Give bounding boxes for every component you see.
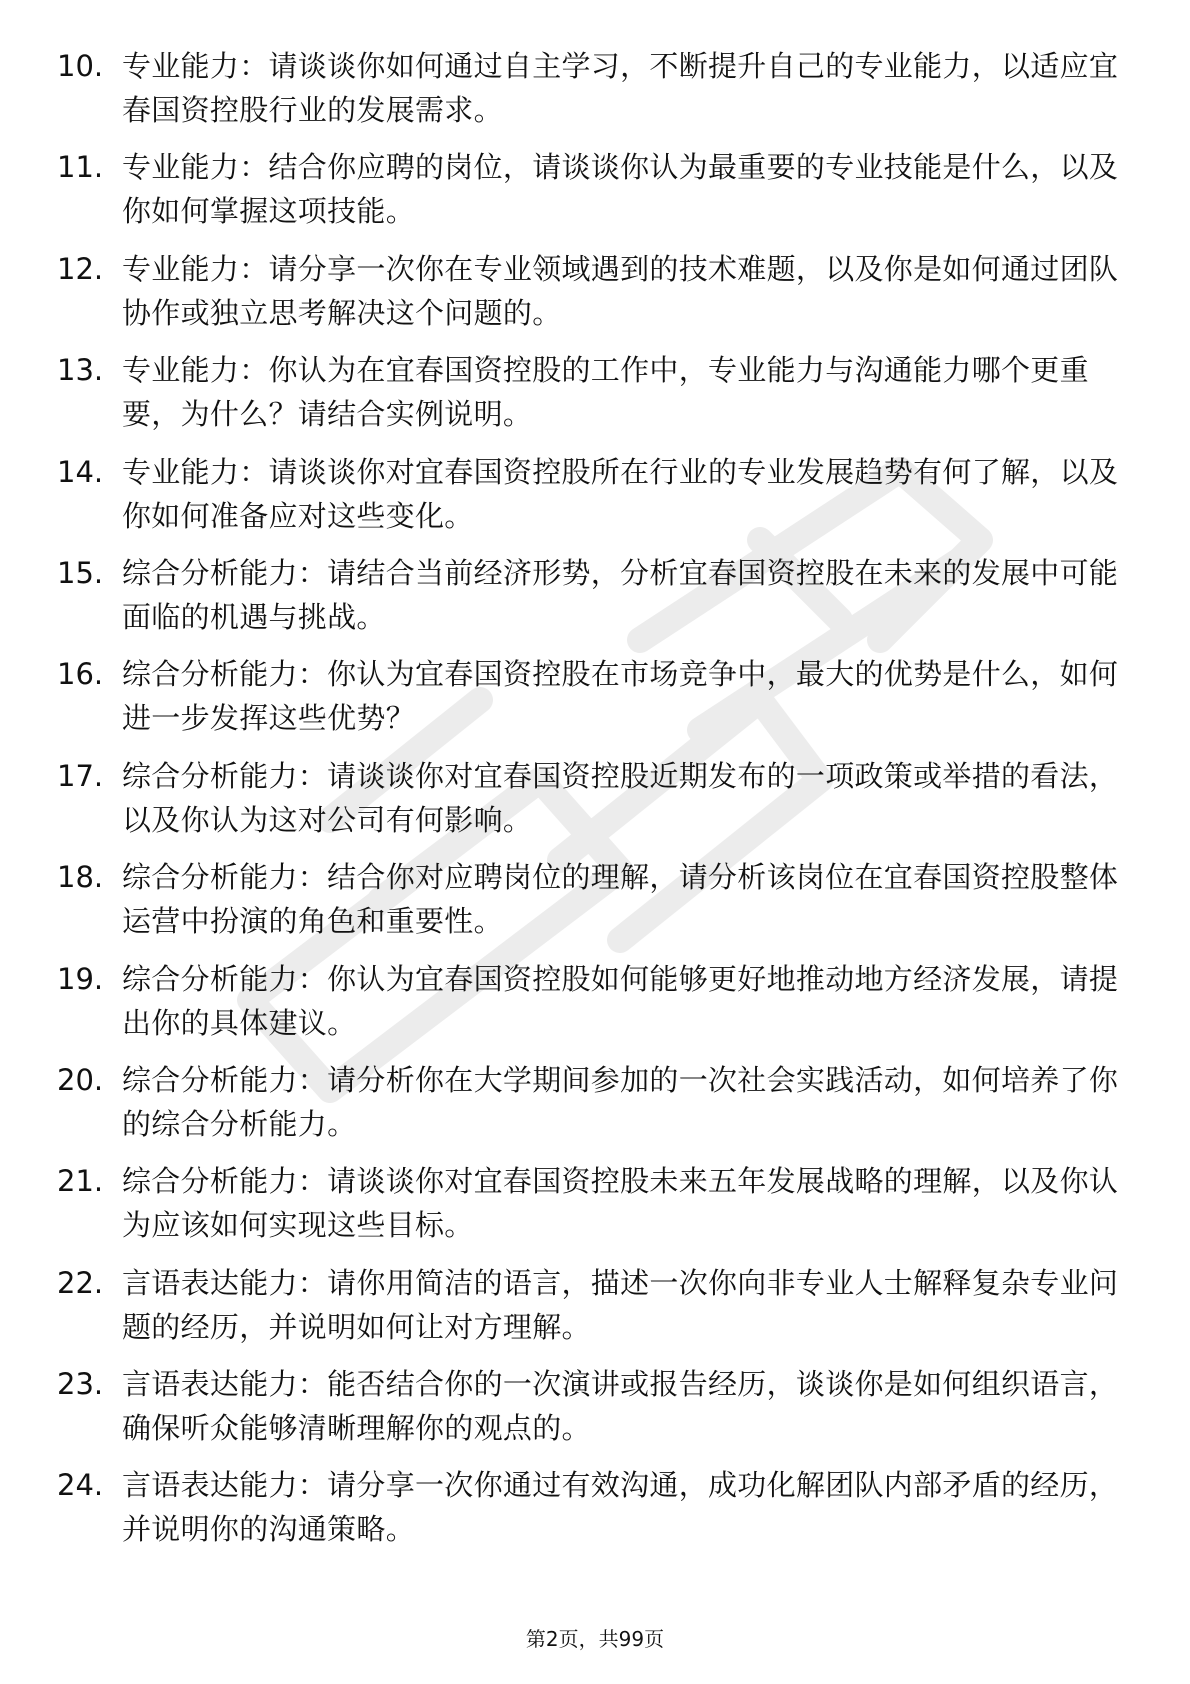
- question-item: [0, 1058, 1190, 1159]
- question-item: [0, 551, 1190, 652]
- question-number: 20.: [57, 1062, 104, 1097]
- question-text: 专业能力：请谈谈你对宜春国资控股所在行业的专业发展趋势有何了解，以及你如何准备应对这些变化。: [122, 454, 1119, 533]
- question-text: 专业能力：请谈谈你如何通过自主学习，不断提升自己的专业能力，以适应宜春国资控股行业的发展需求。: [122, 49, 1119, 127]
- question-text: 专业能力：你认为在宜春国资控股的工作中，专业能力与沟通能力哪个更重要，为什么？请结合实例说明。: [122, 353, 1089, 432]
- question-text: 言语表达能力：能否结合你的一次演讲或报告经历，谈谈你是如何组织语言，确保听众能够清晰理解你的观点的。: [122, 1367, 1119, 1446]
- question-text: 综合分析能力：结合你对应聘岗位的理解，请分析该岗位在宜春国资控股整体运营中扮演的角色和重要性。: [122, 860, 1119, 939]
- question-item: [0, 1159, 1190, 1260]
- question-number: 12.: [57, 251, 104, 286]
- question-text: 综合分析能力：请结合当前经济形势，分析宜春国资控股在未来的发展中可能面临的机遇与挑战。: [122, 555, 1119, 634]
- question-number: 18.: [57, 860, 104, 895]
- question-text: 综合分析能力：你认为宜春国资控股如何能够更好地推动地方经济发展，请提出你的具体建议。: [122, 961, 1119, 1040]
- question-text: 专业能力：请分享一次你在专业领域遇到的技术难题，以及你是如何通过团队协作或独立思考解决这个问题的。: [122, 251, 1119, 330]
- page-number-label: 第2页，共99页: [525, 1627, 665, 1651]
- question-item: [0, 145, 1190, 246]
- question-item: [0, 44, 1190, 145]
- question-text: 综合分析能力：你认为宜春国资控股在市场竞争中，最大的优势是什么，如何进一步发挥这些优势？: [122, 657, 1119, 736]
- question-item: [0, 1463, 1190, 1564]
- question-number: 10.: [57, 49, 104, 83]
- question-list: [0, 44, 1190, 1565]
- question-text: 综合分析能力：请谈谈你对宜春国资控股未来五年发展战略的理解，以及你认为应该如何实现这些目标。: [122, 1164, 1119, 1243]
- question-number: 15.: [57, 555, 104, 590]
- question-number: 16.: [57, 657, 104, 692]
- question-number: 11.: [57, 150, 104, 185]
- question-number: 22.: [57, 1265, 104, 1300]
- question-number: 23.: [57, 1367, 104, 1402]
- question-number: 14.: [57, 454, 104, 489]
- question-number: 17.: [57, 758, 104, 793]
- question-number: 24.: [57, 1468, 104, 1503]
- question-item: [0, 1362, 1190, 1463]
- question-item: [0, 348, 1190, 449]
- question-number: 13.: [57, 353, 104, 388]
- question-item: [0, 1261, 1190, 1362]
- page-footer: [0, 1625, 1190, 1653]
- question-text: 专业能力：结合你应聘的岗位，请谈谈你认为最重要的专业技能是什么，以及你如何掌握这项技能。: [122, 150, 1119, 229]
- question-text: 综合分析能力：请分析你在大学期间参加的一次社会实践活动，如何培养了你的综合分析能力。: [122, 1062, 1119, 1141]
- question-item: [0, 652, 1190, 753]
- question-item: [0, 247, 1190, 348]
- question-text: 言语表达能力：请分享一次你通过有效沟通，成功化解团队内部矛盾的经历，并说明你的沟通策略。: [122, 1468, 1119, 1547]
- question-item: [0, 754, 1190, 855]
- question-number: 21.: [57, 1164, 104, 1199]
- question-number: 19.: [57, 961, 104, 996]
- question-text: 言语表达能力：请你用简洁的语言，描述一次你向非专业人士解释复杂专业问题的经历，并说明如何让对方理解。: [122, 1265, 1119, 1344]
- question-item: [0, 450, 1190, 551]
- question-item: [0, 957, 1190, 1058]
- question-text: 综合分析能力：请谈谈你对宜春国资控股近期发布的一项政策或举措的看法，以及你认为这对公司有何影响。: [122, 758, 1119, 837]
- question-item: [0, 855, 1190, 956]
